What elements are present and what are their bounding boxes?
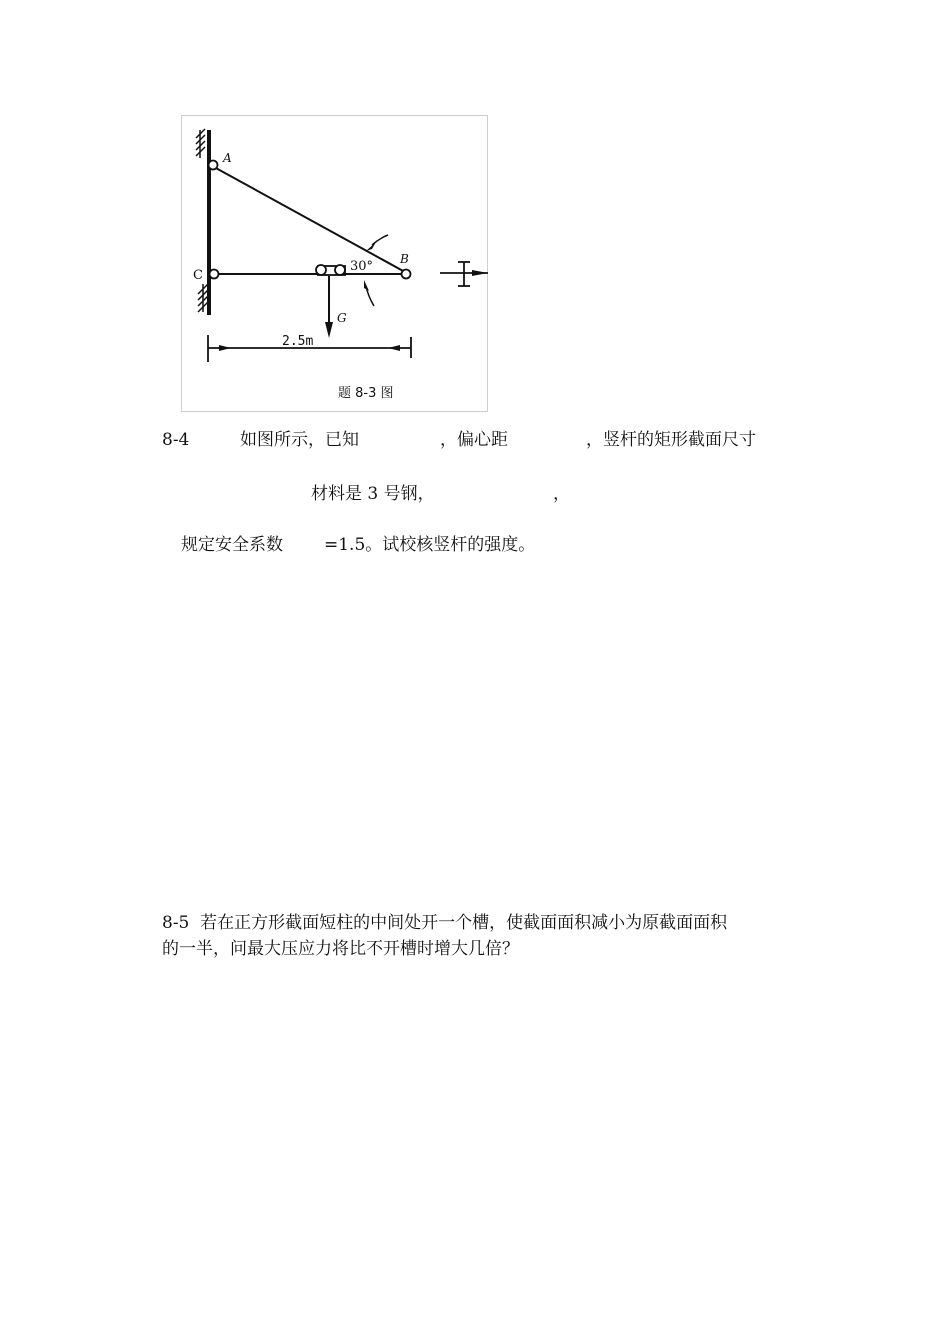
problem-8-5-line1: 8-5 若在正方形截面短柱的中间处开一个槽，使截面面积减小为原截面面积 [162, 913, 728, 933]
figure-8-3-diagram [0, 0, 950, 420]
label-c: C [193, 268, 203, 283]
problem-8-4-line3-b: =1.5。试校核竖杆的强度。 [324, 535, 536, 555]
problem-8-4-line3-a: 规定安全系数 [181, 535, 283, 555]
pin-a [209, 161, 218, 170]
problem-8-4-line1-c: ，竖杆的矩形截面尺寸 [586, 430, 756, 450]
problem-8-5-line2: 的一半，问最大压应力将比不开槽时增大几倍？ [162, 939, 519, 959]
tie-rod-ab [214, 167, 405, 272]
figure-caption: 题 8-3 图 [338, 386, 394, 401]
problem-8-4-line2-a: 材料是 3 号钢， [311, 484, 435, 504]
pin-b [402, 270, 411, 279]
problem-8-4-line2-b: ， [553, 484, 570, 504]
label-b: B [400, 252, 409, 266]
problem-8-4-line1-b: ，偏心距 [440, 430, 508, 450]
problem-8-4-line1-a: 如图所示，已知 [240, 430, 359, 450]
load-arrow [325, 276, 333, 338]
pin-c [210, 270, 219, 279]
wall-hatch-bottom [198, 284, 208, 312]
label-a: A [223, 151, 232, 165]
label-g: G [337, 311, 347, 325]
label-angle: 30° [350, 259, 374, 274]
problem-8-4-number: 8-4 [162, 430, 190, 450]
label-dimension: 2.5m [282, 334, 314, 349]
wall-hatch-top [196, 129, 205, 158]
trolley [316, 265, 345, 275]
